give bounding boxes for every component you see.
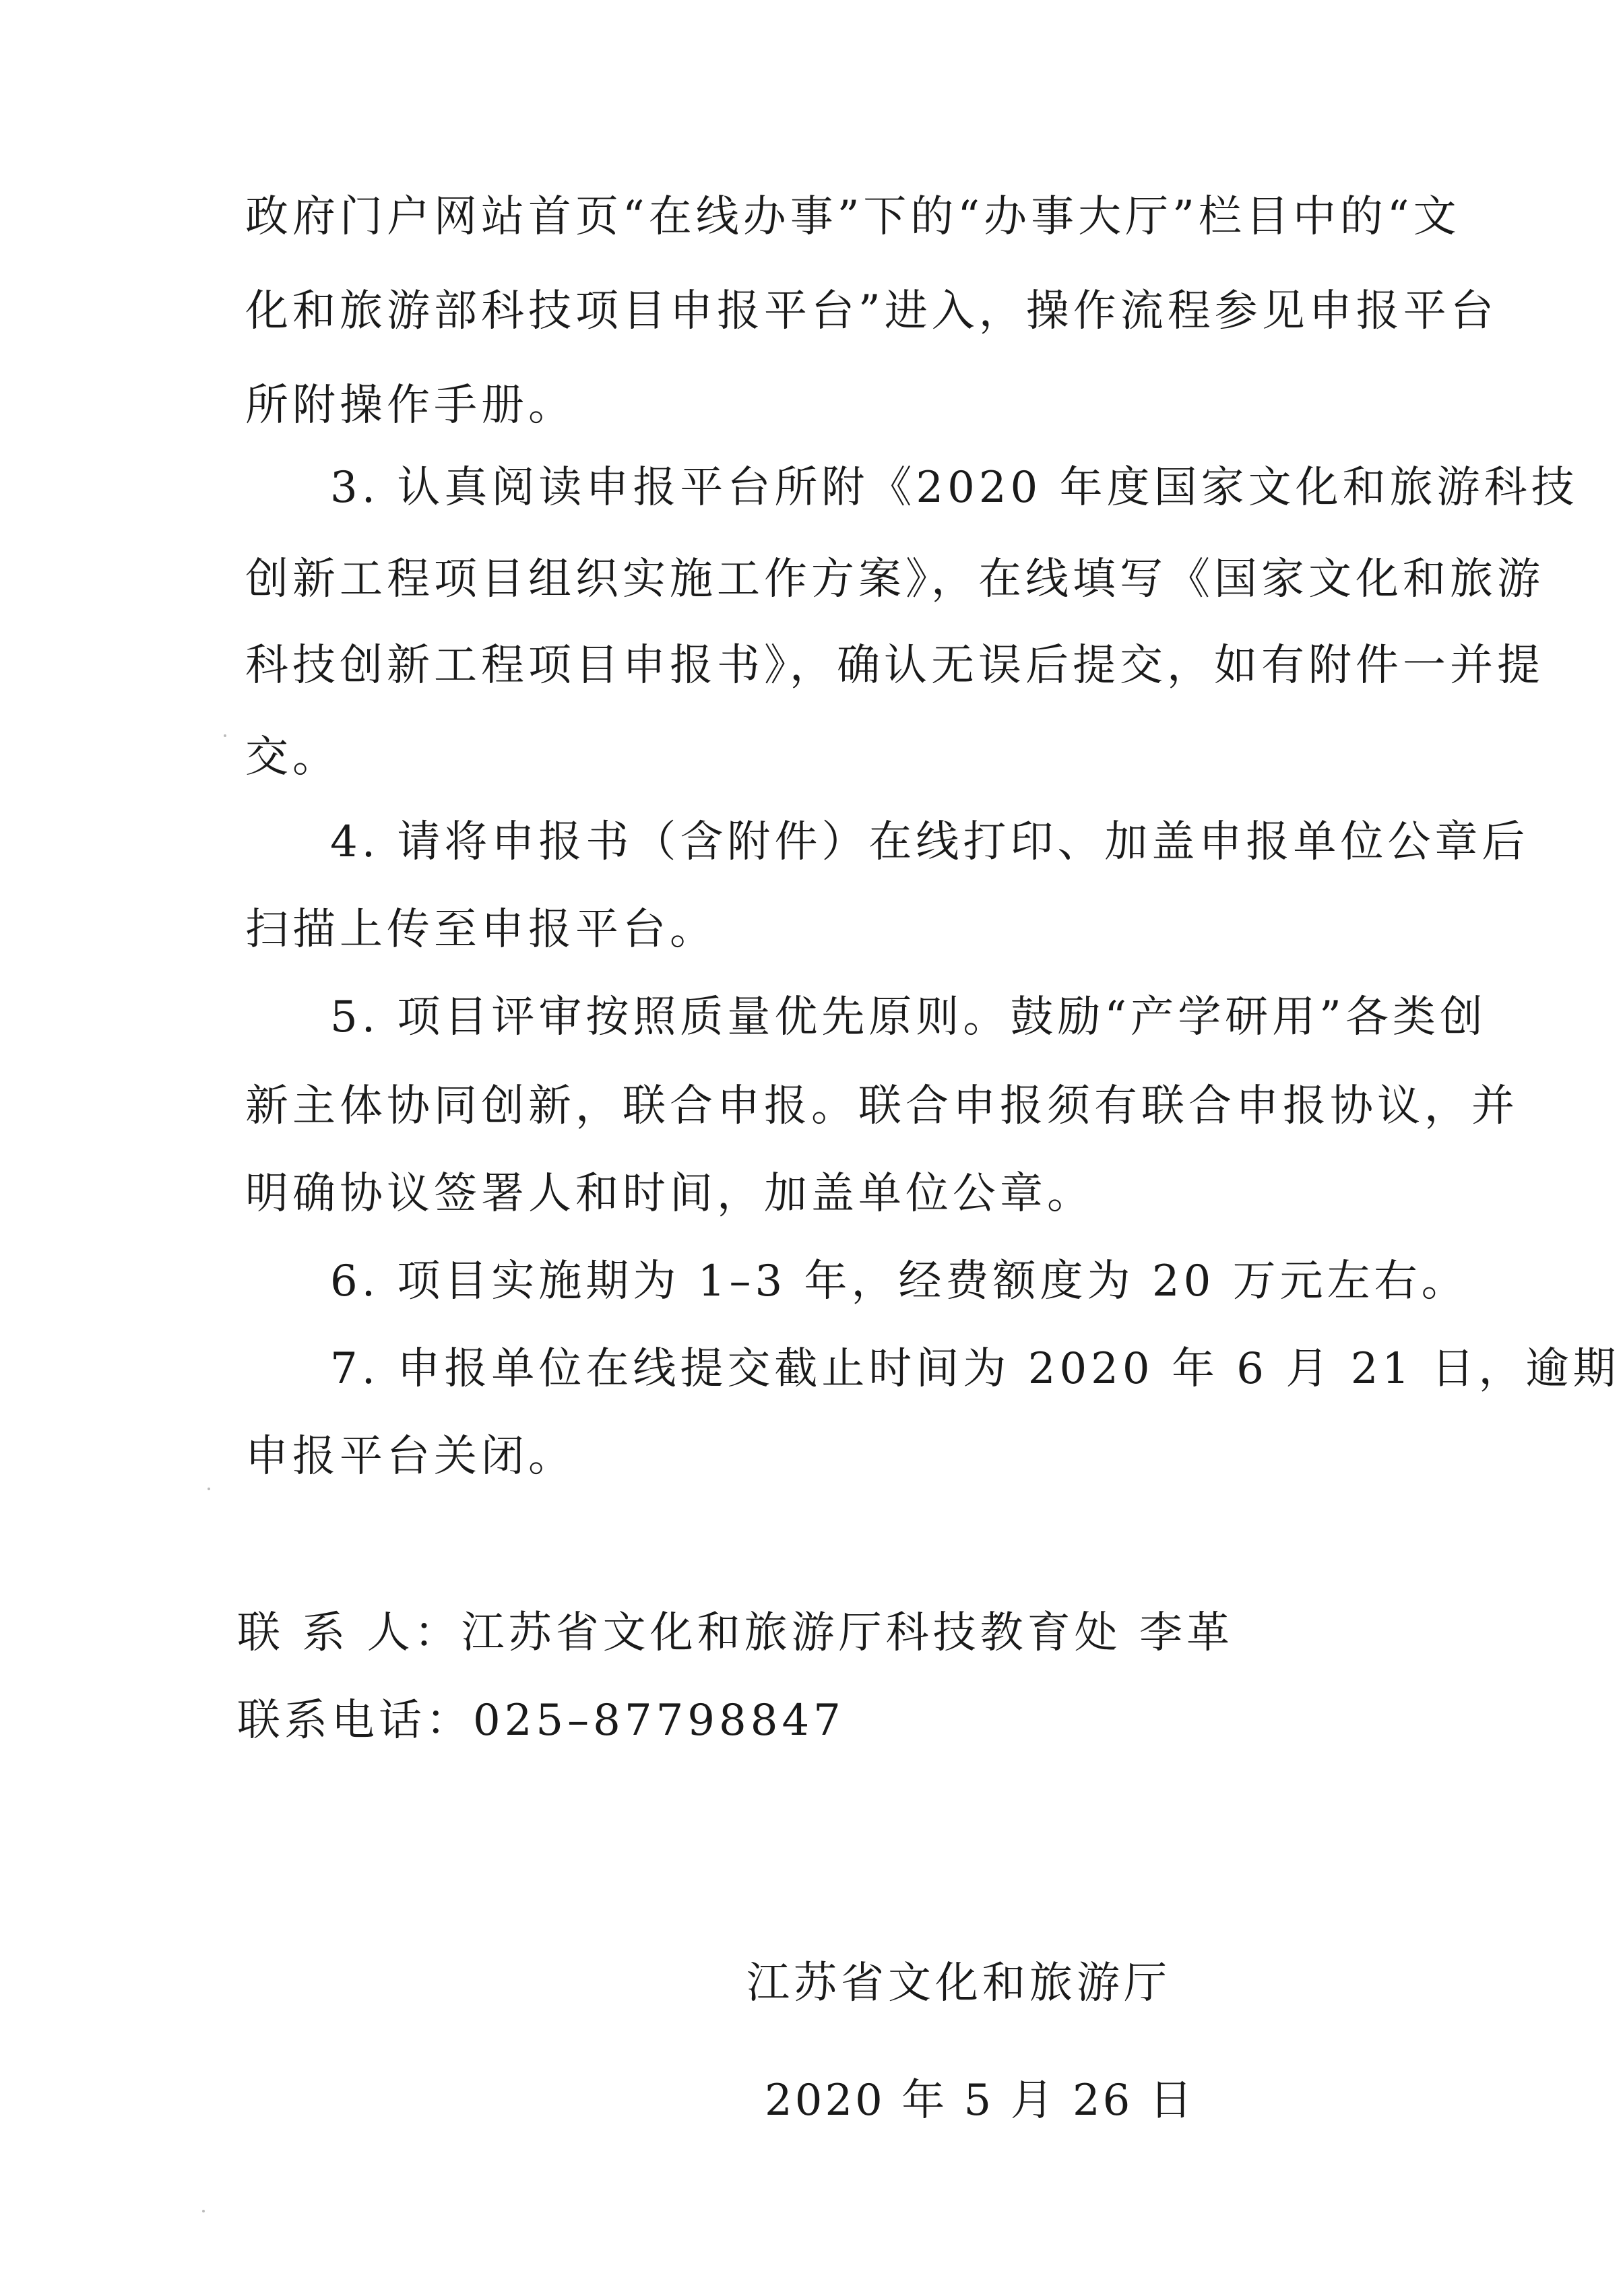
item-7-line-2: 申报平台关闭。 [245, 1432, 575, 1481]
scan-speck [208, 1488, 210, 1490]
item-5-line-2: 新主体协同创新，联合申报。联合申报须有联合申报协议，并 [245, 1081, 1519, 1131]
item-4-line-2: 扫描上传至申报平台。 [245, 905, 717, 955]
issuing-organization: 江苏省文化和旅游厅 [746, 1958, 1171, 2008]
paragraph-1-line-1: 政府门户网站首页“在线办事”下的“办事大厅”栏目中的“文 [245, 192, 1461, 242]
item-3-line-1: 3. 认真阅读申报平台所附《2020 年度国家文化和旅游科技 [330, 463, 1579, 513]
item-6-line-1: 6. 项目实施期为 1–3 年，经费额度为 20 万元左右。 [330, 1256, 1469, 1306]
item-3-line-4: 交。 [245, 732, 340, 782]
item-3-line-2: 创新工程项目组织实施工作方案》，在线填写《国家文化和旅游 [245, 554, 1544, 604]
paragraph-1-line-3: 所附操作手册。 [245, 381, 575, 430]
contact-person: 联 系 人：江苏省文化和旅游厅科技教育处 李革 [237, 1608, 1234, 1658]
item-3-line-3: 科技创新工程项目申报书》，确认无误后提交，如有附件一并提 [245, 641, 1544, 691]
item-7-line-1: 7. 申报单位在线提交截止时间为 2020 年 6 月 21 日，逾期 [330, 1344, 1620, 1394]
item-5-line-1: 5. 项目评审按照质量优先原则。鼓励“产学研用”各类创 [330, 992, 1487, 1042]
scan-speck [224, 734, 226, 737]
item-4-line-1: 4. 请将申报书（含附件）在线打印、加盖申报单位公章后 [330, 817, 1529, 867]
scan-speck [202, 2210, 205, 2212]
item-5-line-3: 明确协议签署人和时间，加盖单位公章。 [245, 1169, 1094, 1219]
issue-date: 2020 年 5 月 26 日 [765, 2076, 1195, 2126]
paragraph-1-line-2: 化和旅游部科技项目申报平台”进入，操作流程参见申报平台 [245, 286, 1498, 336]
contact-phone: 联系电话：025–87798847 [237, 1696, 845, 1746]
